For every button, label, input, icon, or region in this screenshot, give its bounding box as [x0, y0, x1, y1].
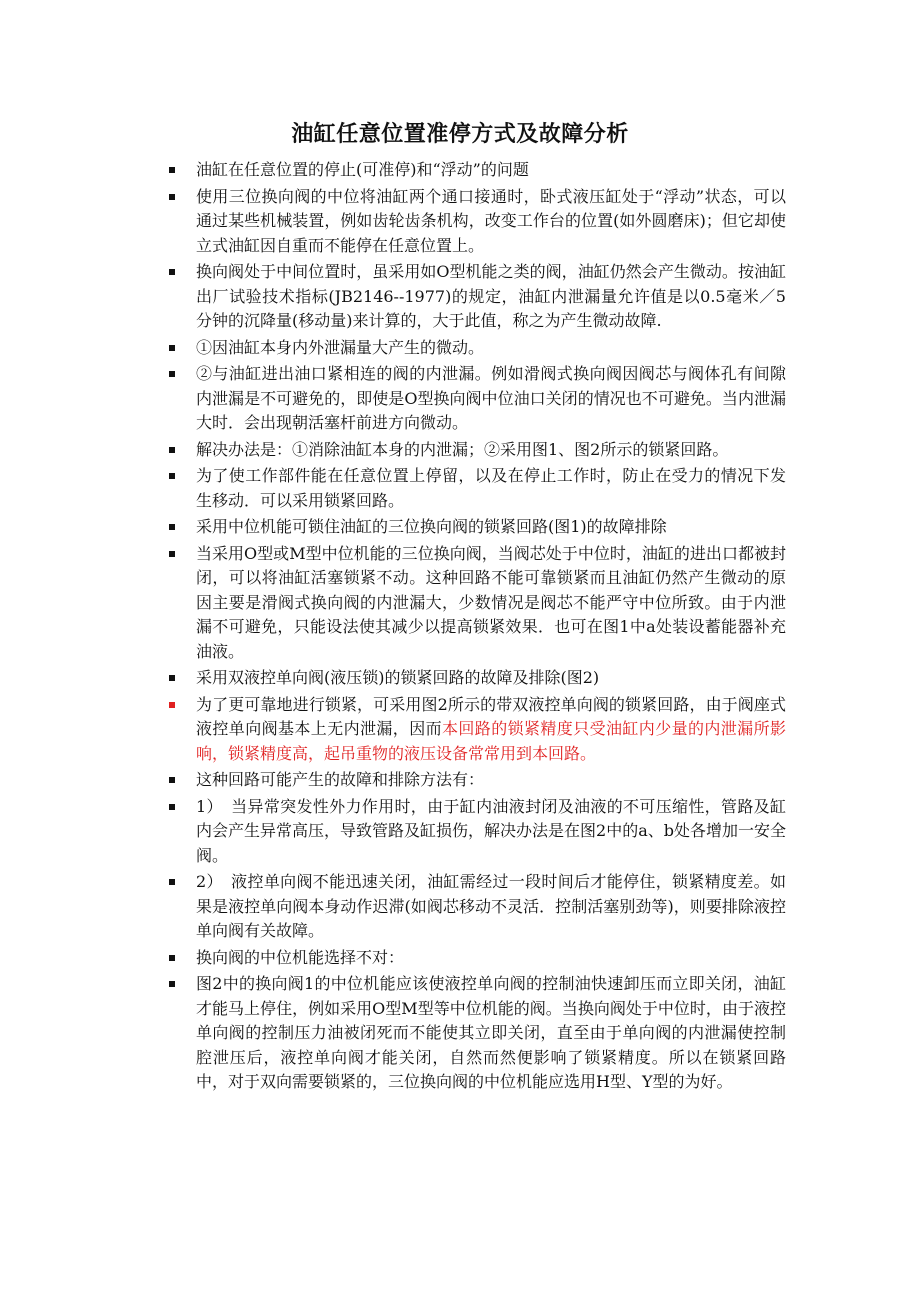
list-item	[166, 795, 786, 869]
document-title: 油缸任意位置准停方式及故障分析	[291, 122, 629, 147]
list-item-text: 为了更可靠地进行锁紧，可采用图2所示的带双液控单向阀的锁紧回路，由于阀座式液控单向阀基本上无内泄漏，因而	[196, 694, 786, 738]
square-bullet-icon	[169, 473, 175, 479]
list-item	[166, 693, 786, 767]
list-item-text: 油缸在任意位置的停止(可准停)和“浮动”的问题	[196, 160, 529, 179]
list-item	[166, 666, 786, 691]
square-bullet-icon	[169, 702, 175, 708]
list-item-text: 换向阀的中位机能选择不对：	[196, 947, 405, 967]
list-item	[166, 946, 786, 971]
list-item-text: 采用中位机能可锁住油缸的三位换向阀的锁紧回路(图1)的故障排除	[196, 517, 667, 536]
list-item-text: 换向阀处于中间位置时，虽采用如O型机能之类的阀，油缸仍然会产生微动。按油缸出厂试验技术指标(JB2146--1977)的规定，油缸内泄漏量允许值是以0.5毫米／5分钟的沉降量(移动量)来计算的，大于此值，称之为产生微动故障.	[196, 262, 786, 330]
square-bullet-icon	[169, 879, 175, 885]
list-item-text: 2） 液控单向阀不能迅速关闭，油缸需经过一段时间后才能停住，锁紧精度差。如果是液控单向阀本身动作迟滞(如阀芯移动不灵活．控制活塞别劲等)，则要排除液控单向阀有关故障。	[196, 872, 786, 940]
square-bullet-icon	[169, 371, 175, 377]
square-bullet-icon	[169, 194, 175, 200]
square-bullet-icon	[169, 345, 175, 351]
square-bullet-icon	[169, 167, 175, 173]
square-bullet-icon	[169, 777, 175, 783]
list-item-text: 采用双液控单向阀(液压锁)的锁紧回路的故障及排除(图2)	[196, 668, 600, 687]
list-item	[166, 158, 786, 183]
list-item	[166, 870, 786, 944]
highlighted-text: 本回路的锁紧精度只受油缸内少量的内泄漏所影响，锁紧精度高，起吊重物的液压设备常常用到本回路。	[196, 719, 786, 763]
list-item	[166, 185, 786, 259]
list-item	[166, 515, 786, 540]
square-bullet-icon	[169, 524, 175, 530]
list-item-text: 解决办法是：①消除油缸本身的内泄漏；②采用图1、图2所示的锁紧回路。	[196, 439, 729, 459]
square-bullet-icon	[169, 804, 175, 810]
square-bullet-icon	[169, 269, 175, 275]
list-item-text: 1） 当异常突发性外力作用时，由于缸内油液封闭及油液的不可压缩性，管路及缸内会产生异常高压，导致管路及缸损伤，解决办法是在图2中的a、b处各增加一安全阀。	[196, 796, 786, 865]
list-item-text: 这种回路可能产生的故障和排除方法有：	[196, 770, 485, 789]
list-item-text: 当采用O型或M型中位机能的三位换向阀，当阀芯处于中位时，油缸的进出口都被封闭，可以将油缸活塞锁紧不动。这种回路不能可靠锁紧而且油缸仍然产生微动的原因主要是滑阀式换向阀的内泄漏大，少数情况是阀芯不能严守中位所致。由于内泄漏不可避免，只能设法使其减少以提高锁紧效果．也可在图1中a处装设蓄能器补充油液。	[196, 543, 786, 661]
list-item	[166, 260, 786, 334]
list-item	[166, 438, 786, 463]
list-item-text: 使用三位换向阀的中位将油缸两个通口接通时，卧式液压缸处于“浮动”状态，可以通过某些机械装置，例如齿轮齿条机构，改变工作台的位置(如外圆磨床)；但它却使立式油缸因自重而不能停在任意位置上。	[196, 186, 786, 255]
list-item	[166, 768, 786, 793]
bullet-list	[166, 158, 786, 1097]
list-item	[166, 336, 786, 361]
square-bullet-icon	[169, 981, 175, 987]
list-item-text: 为了使工作部件能在任意位置上停留，以及在停止工作时，防止在受力的情况下发生移动．可以采用锁紧回路。	[196, 466, 786, 510]
list-item	[166, 542, 786, 665]
square-bullet-icon	[169, 447, 175, 453]
square-bullet-icon	[169, 955, 175, 961]
list-item	[166, 972, 786, 1095]
square-bullet-icon	[169, 675, 175, 681]
list-item	[166, 464, 786, 513]
list-item-text: 图2中的换向阀1的中位机能应该使液控单向阀的控制油快速卸压而立即关闭，油缸才能马上停住，例如采用O型M型等中位机能的阀。当换向阀处于中位时，由于液控单向阀的控制压力油被闭死而不能使其立即关闭，直至由于单向阀的内泄漏使控制腔泄压后，液控单向阀才能关闭，自然而然便影响了锁紧精度。所以在锁紧回路中，对于双向需要锁紧的，三位换向阀的中位机能应选用H型、Y型的为好。	[196, 974, 786, 1091]
square-bullet-icon	[169, 551, 175, 557]
list-item-text: ①因油缸本身内外泄漏量大产生的微动。	[196, 337, 485, 357]
list-item	[166, 362, 786, 436]
list-item-text: ②与油缸进出油口紧相连的阀的内泄漏。例如滑阀式换向阀因阀芯与阀体孔有间隙内泄漏是不可避免的，即使是O型换向阀中位油口关闭的情况也不可避免。当内泄漏大时．会出现朝活塞杆前进方向微动。	[196, 364, 786, 432]
